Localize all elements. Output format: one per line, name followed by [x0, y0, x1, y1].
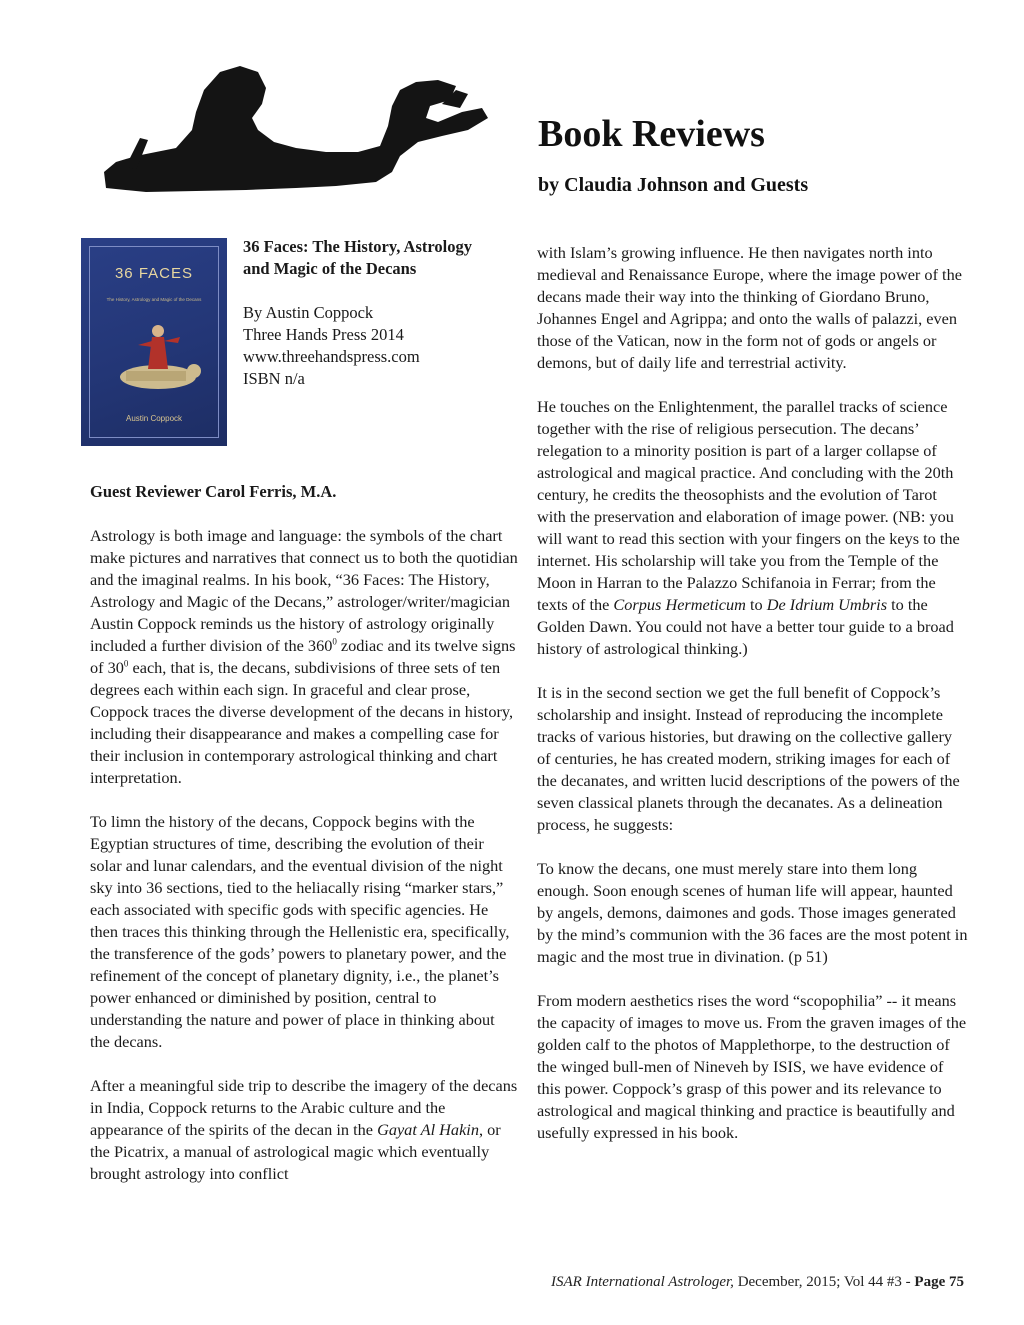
- cover-title: 36 FACES: [114, 265, 194, 282]
- block-quote: To know the decans, one must merely stare into them long enough. Soon enough scenes of human life will appear, haunted by angels, demons, daimones and gods. Those images generated by the mind’s communion with the 36 faces are the most potent in magic and the most true in divination. (p 51): [537, 859, 968, 966]
- book-title: [243, 236, 511, 280]
- italic-title: De Idrium Umbris: [766, 595, 888, 614]
- degree-superscript: 0: [123, 658, 129, 669]
- book-title-line: and Magic of the Decans: [243, 259, 417, 278]
- review-paragraph: with Islam’s growing influence. He then navigates north into medieval and Renaissance Europe, where the image power of the decans made their way into the thinking of Giordano Bruno, Johannes Engel and Agrippa; and onto the walls of palazzi, even those of the Vatican, now in the form not of gods or angels or demons, but of daily life and terrestrial activity.: [537, 243, 962, 372]
- book-info: [243, 236, 511, 390]
- guest-reviewer: Guest Reviewer Carol Ferris, M.A.: [90, 482, 337, 501]
- book-title-line: 36 Faces: The History, Astrology: [243, 237, 473, 256]
- review-paragraph: To limn the history of the decans, Coppock begins with the Egyptian structures of time, describing the evolution of their solar and lunar calendars, and the eventual division of the night sky into 36 sections, tied to the heliacally rising “marker stars,” each associated with specific gods with specific agencies. He then traces this thinking through the Hellenistic era, specifically, the transference of the gods’ powers to planetary power, and the refinement of the concept of planetary dignity, i.e., the planet’s power enhanced or diminished by position, central to understanding the nature and power of place in thinking about the decans.: [90, 812, 510, 1051]
- italic-title: Gayat Al Hakin: [377, 1120, 479, 1139]
- cover-author: Austin Coppock: [125, 414, 183, 423]
- paragraph-text: After a meaningful side trip to describe the imagery of the decans in India, Coppock returns to the Arabic culture and the appearance of the spirits of the decan in the: [90, 1076, 518, 1139]
- book-website-link[interactable]: www.threehandspress.com: [243, 347, 420, 366]
- footer-issue: December, 2015; Vol 44 #3 -: [733, 1274, 915, 1290]
- page-subtitle: by Claudia Johnson and Guests: [538, 174, 809, 196]
- paragraph-text: Astrology is both image and language: the symbols of the chart make pictures and narratives that connect us to both the quotidian and the imaginal realms. In his book, “36 Faces: The History, Astrology and Magic of the Decans,” astrologer/writer/magician Austin Coppock reminds us the history of astrology originally included a further division of the 360: [90, 526, 518, 655]
- page-number: Page 75: [914, 1274, 964, 1290]
- paragraph-text: zodiac and its twelve signs of 30: [90, 636, 516, 677]
- review-left-column: [90, 481, 518, 1185]
- reading-silhouette-icon: [96, 60, 516, 200]
- cover-illustration-icon: [108, 311, 208, 401]
- book-publisher: Three Hands Press 2014: [243, 325, 404, 344]
- review-paragraph: From modern aesthetics rises the word “scopophilia” -- it means the capacity of images to move us. From the graven images of the golden calf to the photos of Mapplethorpe, to the destruction of the winged bull-men of Nineveh by ISIS, we have evidence of this power. Coppock’s grasp of this power and its relevance to astrological and magical thinking and practice is beautifully and usefully expressed in his book.: [537, 991, 967, 1142]
- review-paragraph: [90, 1075, 518, 1185]
- paragraph-text: to the Golden Dawn. You could not have a better tour guide to a broad history of astrological thinking.): [537, 595, 954, 658]
- book-meta: [243, 302, 511, 390]
- review-paragraph: [90, 525, 518, 789]
- cover-tagline: The History, Astrology and Magic of the Decans: [106, 297, 202, 302]
- paragraph-text: to: [745, 595, 767, 614]
- italic-title: Corpus Hermeticum: [613, 595, 746, 614]
- book-isbn: ISBN n/a: [243, 369, 305, 388]
- review-paragraph: It is in the second section we get the full benefit of Coppock’s scholarship and insight. Instead of reproducing the incomplete tracks of various histories, but drawing on the collective gallery of centuries, he has created modern, striking images for each of the decanates, and written lucid descriptions of the powers of the seven classical planets through the decanates. As a delineation process, he suggests:: [537, 683, 960, 834]
- book-cover: [81, 238, 227, 446]
- book-author: By Austin Coppock: [243, 303, 374, 322]
- paragraph-text: He touches on the Enlightenment, the parallel tracks of science together with the rise of religious persecution. The decans’ relegation to a minority position is part of a larger collapse of astrological and magical practice. And concluding with the 20th century, he credits the theosophists and the evolution of Tarot with the preservation and elaboration of image power. (NB: you will want to read this section with your fingers on the keys to the internet. His scholarship will take you from the Temple of the Moon in Harran to the Palazzo Schifanoia in Ferrar; from the texts of the: [537, 397, 960, 614]
- page-title: Book Reviews: [538, 113, 765, 155]
- review-right-column: [537, 242, 969, 1144]
- paragraph-text: , or the Picatrix, a manual of astrological magic which eventually brought astrology into conflict: [90, 1120, 501, 1183]
- review-paragraph: [537, 396, 969, 660]
- degree-superscript: 0: [332, 636, 337, 647]
- page-footer: [551, 1274, 964, 1291]
- paragraph-text: each, that is, the decans, subdivisions of three sets of ten degrees each within each sign. In graceful and clear prose, Coppock traces the diverse development of the decans in history, including their disappearance and makes a compelling case for their inclusion in contemporary astrological thinking and chart interpretation.: [90, 658, 514, 787]
- footer-publication: ISAR International Astrologer,: [551, 1274, 734, 1290]
